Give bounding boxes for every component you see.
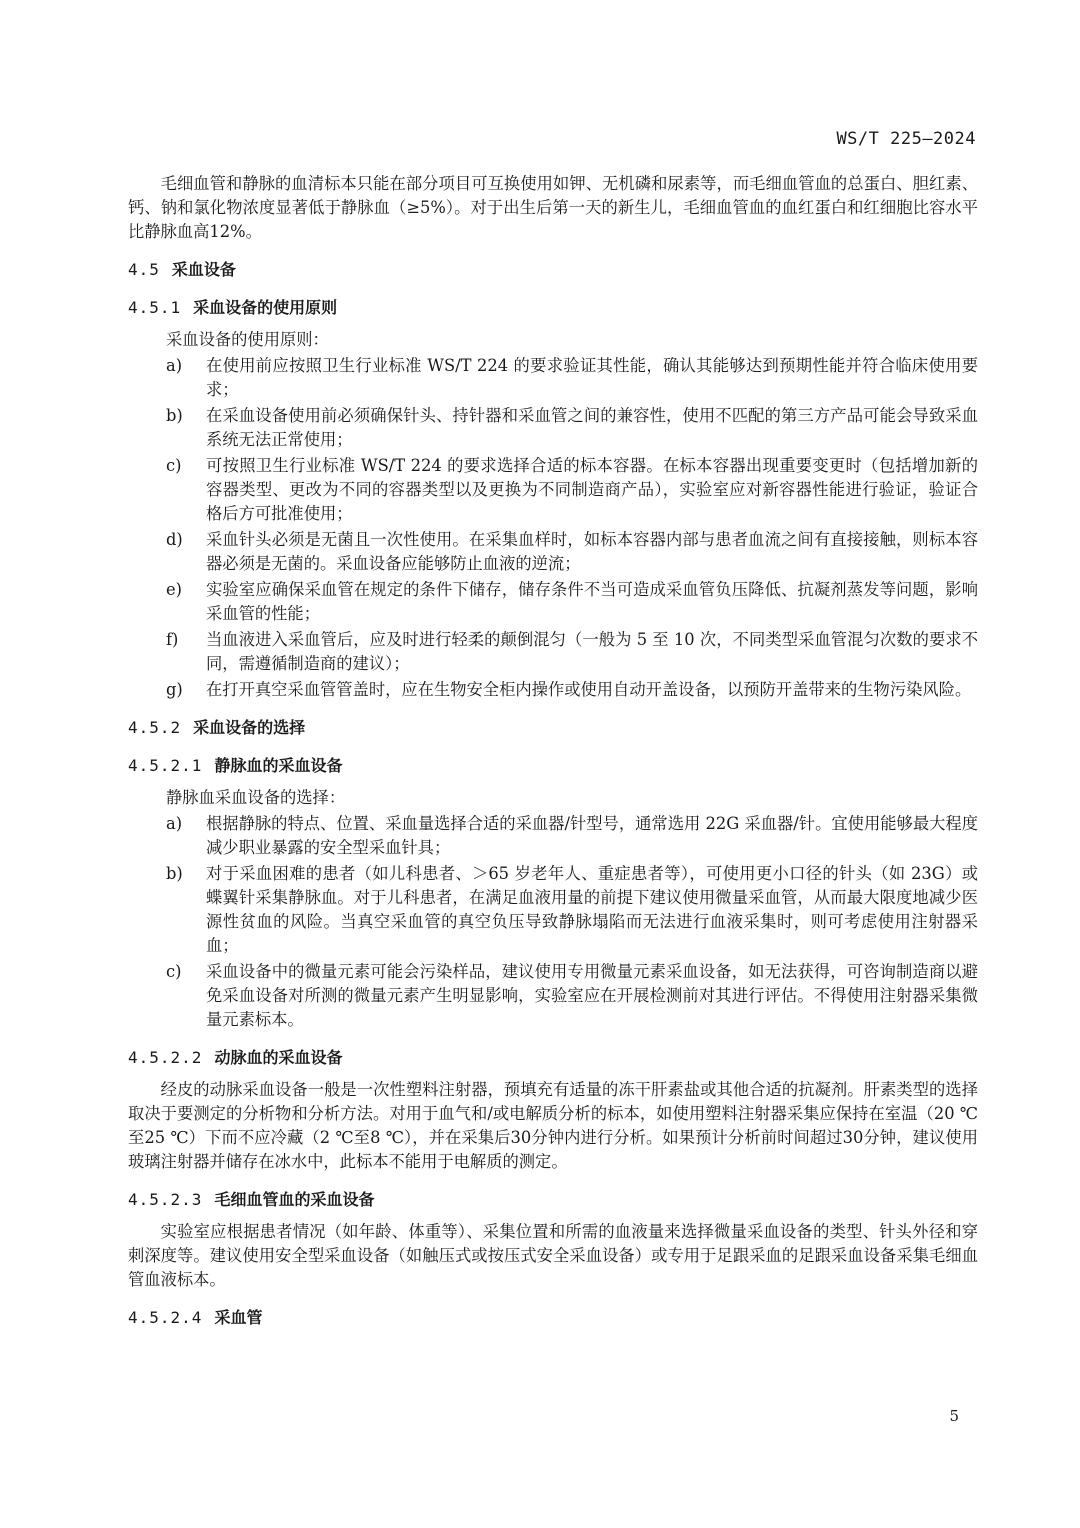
intro-paragraph: 毛细血管和静脉的血清标本只能在部分项目可互换使用如钾、无机磷和尿素等，而毛细血管血的总蛋白、胆红素、钙、钠和氯化物浓度显著低于静脉血（≥5%）。对于出生后第一天的新生儿，毛细血管血的血红蛋白和红细胞比容水平比静脉血高12%。	[128, 174, 978, 241]
section-number: 4.5.2.3	[128, 1190, 203, 1209]
list-item-label: c)	[166, 456, 182, 475]
list-item-label: f)	[166, 630, 179, 649]
section-title: 采血设备的使用原则	[193, 298, 338, 317]
section-4-5-2-4-heading	[128, 1306, 978, 1330]
section-number: 4.5.2	[128, 718, 182, 737]
section-paragraph: 实验室应根据患者情况（如年龄、体重等）、采集位置和所需的血液量来选择微量采血设备的类型、针头外径和穿刺深度等。建议使用安全型采血设备（如触压式或按压式安全采血设备）或专用于足跟采血的足跟采血设备采集毛细血管血液标本。	[128, 1222, 978, 1289]
page-number: 5	[949, 1407, 959, 1425]
list-item-label: c)	[166, 962, 182, 981]
list-item-label: b)	[166, 864, 183, 883]
list-item-label: a)	[166, 814, 183, 833]
list-item	[128, 678, 978, 702]
list-item	[128, 862, 978, 958]
list-intro: 采血设备的使用原则：	[166, 330, 329, 349]
section-4-5-1-heading	[128, 296, 978, 320]
section-number: 4.5.2.4	[128, 1308, 203, 1327]
section-title: 采血管	[214, 1308, 263, 1327]
list-item-label: g)	[166, 680, 183, 699]
list-item	[128, 628, 978, 676]
list-item	[128, 528, 978, 576]
section-title: 静脉血的采血设备	[214, 756, 343, 775]
list-item-text: 可按照卫生行业标准 WS/T 224 的要求选择合适的标本容器。在标本容器出现重要变更时（包括增加新的容器类型、更改为不同的容器类型以及更换为不同制造商产品），实验室应对新容器性能进行验证，验证合格后方可批准使用；	[206, 456, 978, 523]
section-4-5-heading	[128, 258, 978, 282]
list-item	[128, 454, 978, 526]
document-body	[128, 170, 978, 1338]
list-item-text: 采血针头必须是无菌且一次性使用。在采集血样时，如标本容器内部与患者血流之间有直接接触，则标本容器必须是无菌的。采血设备应能够防止血液的逆流；	[206, 530, 978, 573]
section-4-5-2-heading	[128, 716, 978, 740]
list-item-text: 在使用前应按照卫生行业标准 WS/T 224 的要求验证其性能，确认其能够达到预期性能并符合临床使用要求；	[206, 356, 978, 399]
section-number: 4.5.2.2	[128, 1048, 203, 1067]
list-intro: 静脉血采血设备的选择：	[166, 788, 346, 807]
list-item-text: 采血设备中的微量元素可能会污染样品，建议使用专用微量元素采血设备，如无法获得，可咨询制造商以避免采血设备对所测的微量元素产生明显影响，实验室应在开展检测前对其进行评估。不得使用注射器采集微量元素标本。	[206, 962, 978, 1029]
list-item	[128, 960, 978, 1032]
list-item-text: 根据静脉的特点、位置、采血量选择合适的采血器/针型号，通常选用 22G 采血器/针。宜使用能够最大程度减少职业暴露的安全型采血针具；	[206, 814, 978, 857]
list-item-label: a)	[166, 356, 183, 375]
standard-code-header: WS/T 225—2024	[836, 129, 976, 149]
list-item-text: 实验室应确保采血管在规定的条件下储存，储存条件不当可造成采血管负压降低、抗凝剂蒸发等问题，影响采血管的性能；	[206, 580, 978, 623]
list-item	[128, 812, 978, 860]
section-number: 4.5.2.1	[128, 756, 203, 775]
section-number: 4.5.1	[128, 298, 182, 317]
section-title: 毛细血管血的采血设备	[214, 1190, 375, 1209]
section-paragraph: 经皮的动脉采血设备一般是一次性塑料注射器，预填充有适量的冻干肝素盐或其他合适的抗凝剂。肝素类型的选择取决于要测定的分析物和分析方法。对用于血气和/或电解质分析的标本，如使用塑料注射器采集应保持在室温（20 ℃至25 ℃）下而不应冷藏（2 ℃至8 ℃），并在采集后30分钟内进行分析。如果预计分析前时间超过30分钟，建议使用玻璃注射器并储存在冰水中，此标本不能用于电解质的测定。	[128, 1080, 978, 1171]
list-item	[128, 354, 978, 402]
section-4-5-2-1-heading	[128, 754, 978, 778]
section-title: 采血设备	[171, 260, 236, 279]
section-title: 动脉血的采血设备	[214, 1048, 343, 1067]
list-item	[128, 404, 978, 452]
section-number: 4.5	[128, 260, 160, 279]
list-item-text: 当血液进入采血管后，应及时进行轻柔的颠倒混匀（一般为 5 至 10 次，不同类型采血管混匀次数的要求不同，需遵循制造商的建议）；	[206, 630, 978, 673]
list-item-label: e)	[166, 580, 182, 599]
section-4-5-2-3-heading	[128, 1188, 978, 1212]
list-item	[128, 578, 978, 626]
list-item-label: b)	[166, 406, 183, 425]
section-title: 采血设备的选择	[193, 718, 306, 737]
list-item-text: 在采血设备使用前必须确保针头、持针器和采血管之间的兼容性，使用不匹配的第三方产品可能会导致采血系统无法正常使用；	[206, 406, 978, 449]
section-4-5-2-2-heading	[128, 1046, 978, 1070]
list-item-text: 在打开真空采血管管盖时，应在生物安全柜内操作或使用自动开盖设备，以预防开盖带来的生物污染风险。	[206, 680, 972, 699]
list-item-text: 对于采血困难的患者（如儿科患者、＞65 岁老年人、重症患者等），可使用更小口径的针头（如 23G）或蝶翼针采集静脉血。对于儿科患者，在满足血液用量的前提下建议使用微量采血管，从而最大限度地减少医源性贫血的风险。当真空采血管的真空负压导致静脉塌陷而无法进行血液采集时，则可考虑使用注射器采血；	[206, 864, 978, 955]
list-item-label: d)	[166, 530, 183, 549]
